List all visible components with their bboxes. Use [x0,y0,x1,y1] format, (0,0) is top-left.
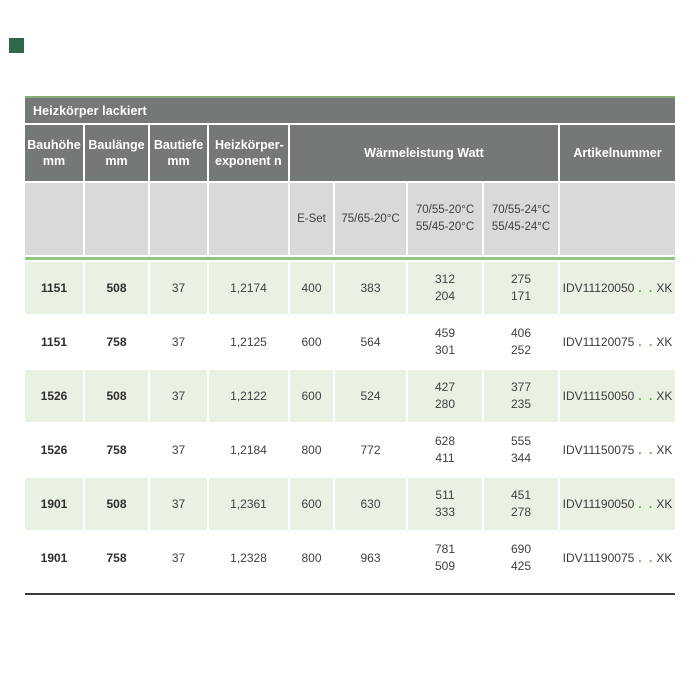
article-dots: . . [638,280,655,295]
article-number: IDV11150075 [562,442,635,457]
cell-artikelnummer [560,262,675,314]
cell-eset: 600 [290,370,333,422]
subheader-cell-eset [290,183,333,255]
header-bautiefe-line2: mm [167,154,190,168]
subheader-cell-empty-9 [560,183,675,255]
cell-artikelnummer [560,316,675,368]
cell-artikelnummer [560,532,675,584]
subheader-cell-empty-3 [150,183,207,255]
cell-bautiefe: 37 [171,334,186,349]
header-artikelnummer-label: Artikelnummer [573,146,662,160]
article-dots: . . [638,496,655,511]
cell-watt-7055-24 [484,370,558,422]
header-cell-baulaenge [85,125,148,181]
cell-exponent: 1,2184 [230,442,267,457]
header-row [25,125,675,181]
watt-7055-20-lower: 301 [434,343,456,357]
header-cell-waermeleistung [290,125,558,181]
article-suffix: XK [656,334,673,349]
cell-baulaenge: 758 [106,442,127,457]
watt-7055-20-lower: 204 [434,289,456,303]
watt-7055-20-lower: 333 [434,505,456,519]
cell-bautiefe: 37 [171,442,186,457]
cell-eset: 600 [301,334,322,349]
header-bauhoehe-line1: Bauhöhe [27,138,81,152]
cell-watt-7055-20 [408,532,482,584]
subheader-cell-7055-24 [484,183,558,255]
article-dots: . . [638,550,655,565]
article-suffix: XK [656,388,673,403]
table-row [25,370,675,422]
cell-watt-7055-24 [484,478,558,530]
header-cell-exponent [209,125,288,181]
article-suffix: XK [656,280,673,295]
article-dots: . . [638,442,655,457]
cell-bauhoehe: 1901 [40,550,68,565]
watt-7055-20-upper: 628 [434,434,456,448]
watt-7055-24-upper: 377 [510,380,532,394]
subheader-row [25,183,675,255]
cell-watt-7565: 630 [335,478,406,530]
article-suffix: XK [656,496,673,511]
cell-watt-7055-20 [408,262,482,314]
spec-table [25,96,675,595]
cell-watt-7565: 963 [360,550,381,565]
watt-7055-24-upper: 451 [510,488,532,502]
article-number: IDV11120075 [562,334,635,349]
cell-watt-7055-20 [408,478,482,530]
watt-7055-24-lower: 344 [510,451,532,465]
cell-baulaenge: 508 [85,478,148,530]
cell-watt-7565: 772 [360,442,381,457]
article-suffix: XK [656,442,673,457]
header-exponent-line2: exponent n [215,154,282,168]
green-divider-rule [25,257,675,260]
watt-7055-24-lower: 171 [510,289,532,303]
table-title: Heizkörper lackiert [33,103,147,118]
cell-watt-7565: 383 [335,262,406,314]
cell-bautiefe: 37 [171,550,186,565]
subheader-cell-empty-2 [85,183,148,255]
header-cell-artikelnummer [560,125,675,181]
table-row [25,424,675,476]
table-row [25,316,675,368]
header-cell-bauhoehe [25,125,83,181]
subheader-eset-label: E-Set [297,212,326,225]
subheader-7565-label: 75/65-20°C [341,212,400,225]
article-dots: . . [638,388,655,403]
cell-exponent: 1,2361 [209,478,288,530]
cell-eset: 400 [290,262,333,314]
green-square-marker [9,38,24,53]
cell-watt-7055-20 [408,370,482,422]
subheader-7055-24-line2: 55/45-24°C [491,221,551,233]
subheader-7055-24-line1: 70/55-24°C [491,204,551,216]
table-row [25,532,675,584]
watt-7055-24-lower: 235 [510,397,532,411]
watt-7055-20-upper: 459 [434,326,456,340]
article-dots: . . [638,334,655,349]
watt-7055-24-upper: 406 [510,326,532,340]
subheader-cell-empty-4 [209,183,288,255]
watt-7055-20-upper: 427 [434,380,456,394]
header-cell-bautiefe [150,125,207,181]
watt-7055-20-upper: 781 [434,542,456,556]
header-bautiefe-line1: Bautiefe [153,138,204,152]
watt-7055-20-lower: 411 [435,451,455,465]
cell-baulaenge: 758 [106,334,127,349]
cell-exponent: 1,2125 [230,334,267,349]
cell-exponent: 1,2174 [209,262,288,314]
subheader-cell-7055-20 [408,183,482,255]
subheader-cell-empty-1 [25,183,83,255]
header-exponent-line1: Heizkörper- [215,138,284,152]
table-bottom-rule [25,593,675,595]
header-baulaenge-line2: mm [105,154,128,168]
cell-bautiefe: 37 [150,262,207,314]
cell-eset: 600 [290,478,333,530]
watt-7055-24-upper: 690 [510,542,532,556]
table-row [25,478,675,530]
cell-watt-7055-20 [408,424,482,476]
subheader-cell-7565 [335,183,406,255]
watt-7055-20-lower: 280 [434,397,456,411]
cell-watt-7055-24 [484,316,558,368]
cell-artikelnummer [560,424,675,476]
cell-bauhoehe: 1526 [40,442,68,457]
table-row [25,262,675,314]
cell-exponent: 1,2328 [230,550,267,565]
article-number: IDV11150050 [562,388,635,403]
header-bauhoehe-line2: mm [42,154,66,168]
cell-bautiefe: 37 [150,478,207,530]
cell-artikelnummer [560,370,675,422]
cell-bautiefe: 37 [150,370,207,422]
cell-bauhoehe: 1901 [25,478,83,530]
cell-bauhoehe: 1526 [25,370,83,422]
cell-baulaenge: 508 [85,262,148,314]
cell-watt-7055-24 [484,262,558,314]
cell-watt-7565: 564 [360,334,381,349]
cell-artikelnummer [560,478,675,530]
article-number: IDV11120050 [562,280,635,295]
subheader-7055-20-line2: 55/45-20°C [415,221,475,233]
cell-bauhoehe: 1151 [40,334,68,349]
cell-eset: 800 [301,442,322,457]
watt-7055-20-upper: 511 [435,488,455,502]
cell-bauhoehe: 1151 [25,262,83,314]
watt-7055-24-lower: 278 [510,505,532,519]
cell-eset: 800 [301,550,322,565]
cell-baulaenge: 508 [85,370,148,422]
article-number: IDV11190050 [562,496,635,511]
header-waermeleistung-label: Wärmeleistung Watt [364,146,484,160]
cell-watt-7055-24 [484,424,558,476]
article-suffix: XK [656,550,673,565]
article-number: IDV11190075 [562,550,635,565]
watt-7055-24-lower: 425 [510,559,532,573]
table-title-bar [25,96,675,123]
cell-exponent: 1,2122 [209,370,288,422]
cell-baulaenge: 758 [106,550,127,565]
watt-7055-20-lower: 509 [434,559,456,573]
subheader-7055-20-line1: 70/55-20°C [415,204,475,216]
header-baulaenge-line1: Baulänge [88,138,145,152]
watt-7055-24-upper: 275 [510,272,532,286]
cell-watt-7055-20 [408,316,482,368]
cell-watt-7565: 524 [335,370,406,422]
cell-watt-7055-24 [484,532,558,584]
watt-7055-20-upper: 312 [434,272,456,286]
watt-7055-24-upper: 555 [510,434,532,448]
watt-7055-24-lower: 252 [510,343,532,357]
